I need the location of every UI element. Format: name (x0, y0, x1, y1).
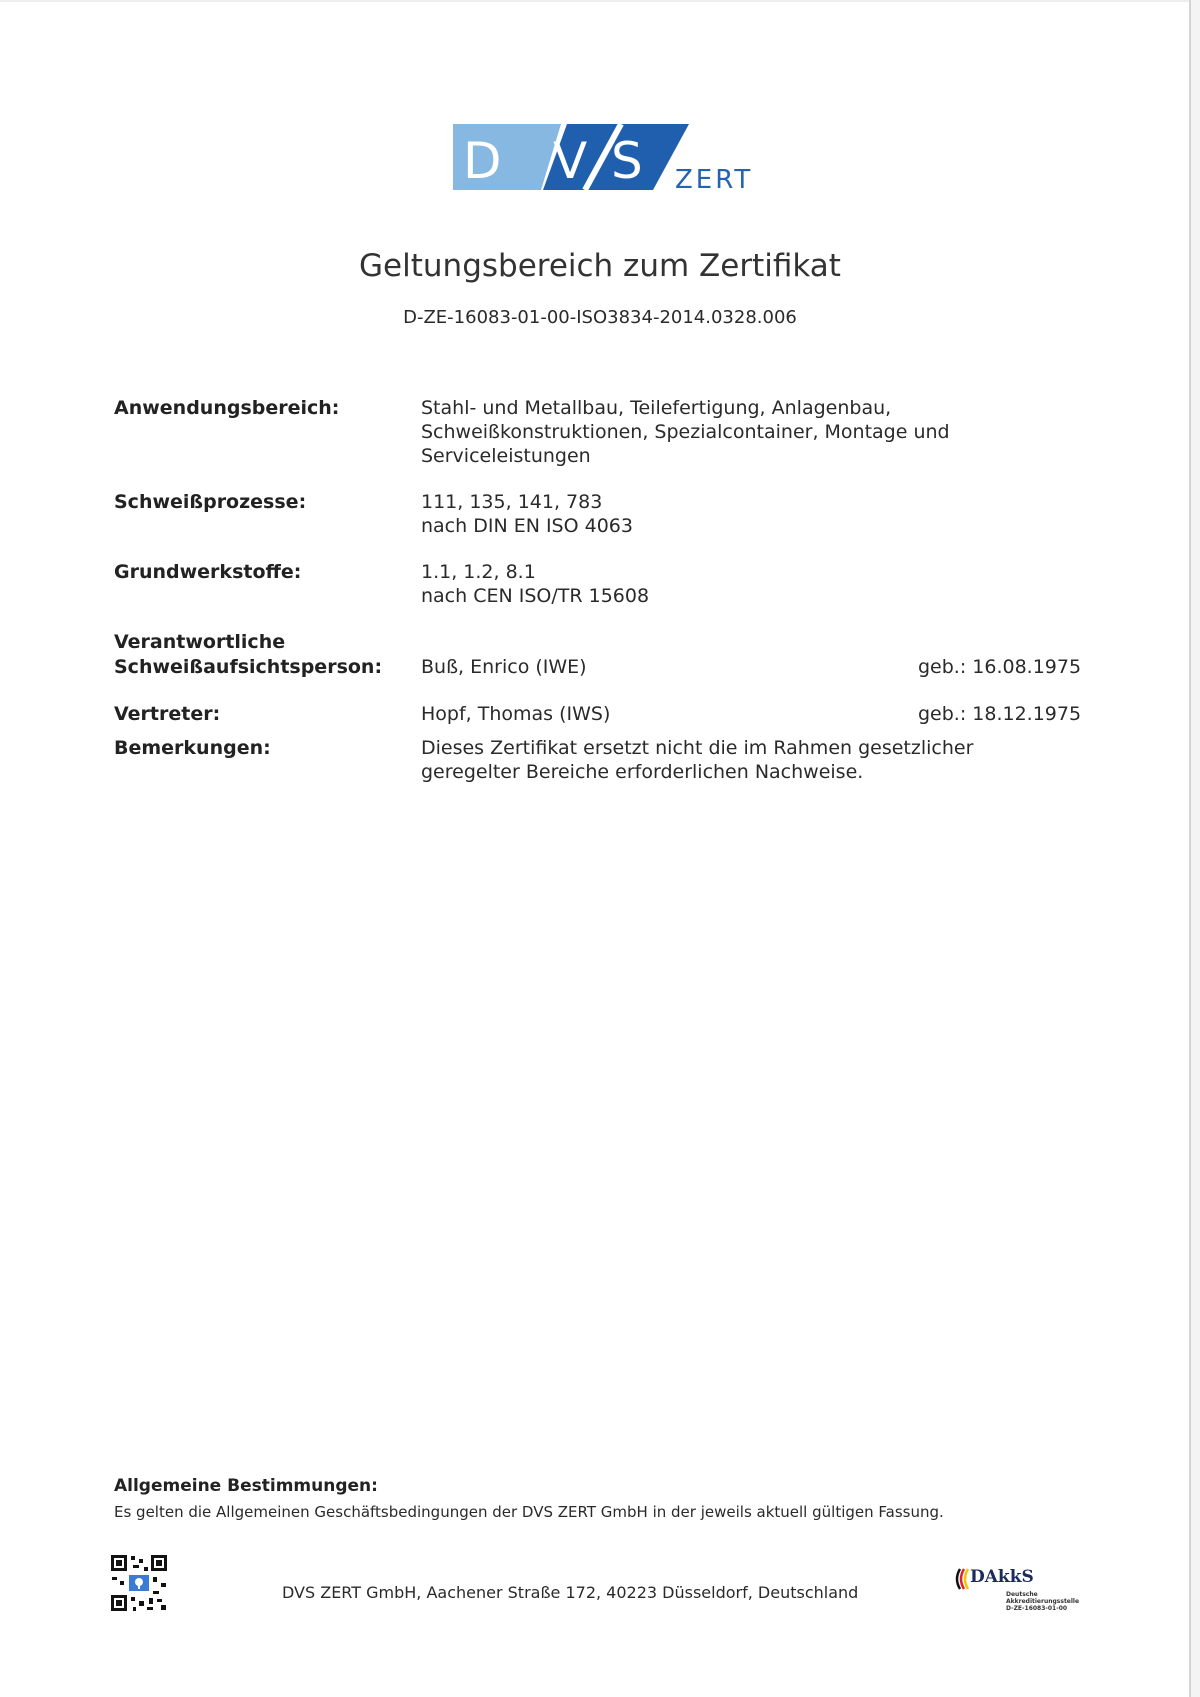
scan-edge-top (0, 0, 1189, 2)
value-bemerkungen-line1: Dieses Zertifikat ersetzt nicht die im Rahmen gesetzlicher (421, 737, 974, 759)
label-vertreter: Vertreter: (114, 703, 221, 725)
logo-zert: ZERT (675, 165, 754, 195)
certificate-number: D-ZE-16083-01-00-ISO3834-2014.0328.006 (403, 307, 797, 328)
label-aufsicht-line1: Verantwortliche (114, 631, 286, 653)
value-anwendungsbereich-line1: Stahl- und Metallbau, Teilefertigung, Anlagenbau, (421, 397, 892, 419)
dakks-line3: D-ZE-16083-01-00 (1006, 1605, 1068, 1612)
value-vertreter-name: Hopf, Thomas (IWS) (421, 703, 611, 725)
label-anwendungsbereich: Anwendungsbereich: (114, 397, 340, 419)
value-grundwerkstoffe-line1: 1.1, 1.2, 8.1 (421, 561, 536, 583)
value-anwendungsbereich-line2: Schweißkonstruktionen, Spezialcontainer, Montage und (421, 421, 950, 443)
value-anwendungsbereich-line3: Serviceleistungen (421, 445, 591, 467)
dakks-line1: Deutsche (1006, 1591, 1038, 1598)
dakks-accreditation-mark (950, 1565, 1085, 1620)
logo-letter-d: D (463, 132, 502, 190)
value-aufsicht-name: Buß, Enrico (IWE) (421, 656, 587, 678)
value-schweissprozesse-line2: nach DIN EN ISO 4063 (421, 515, 633, 537)
dakks-line2: Akkreditierungsstelle (1006, 1598, 1080, 1605)
general-terms-title: Allgemeine Bestimmungen: (114, 1476, 378, 1496)
label-aufsicht-line2: Schweißaufsichtsperson: (114, 656, 383, 678)
label-bemerkungen: Bemerkungen: (114, 737, 271, 759)
footer-address: DVS ZERT GmbH, Aachener Straße 172, 40223 Düsseldorf, Deutschland (282, 1583, 859, 1602)
logo-letter-s: S (611, 132, 643, 190)
qr-code (109, 1553, 169, 1613)
label-schweissprozesse: Schweißprozesse: (114, 491, 307, 513)
page-title: Geltungsbereich zum Zertifikat (359, 248, 841, 284)
general-terms-text: Es gelten die Allgemeinen Geschäftsbedingungen der DVS ZERT GmbH in der jeweils aktuell gültigen Fassung. (114, 1503, 944, 1521)
value-vertreter-dob: geb.: 18.12.1975 (918, 703, 1082, 725)
dakks-flag-icon (952, 1567, 972, 1591)
value-schweissprozesse-line1: 111, 135, 141, 783 (421, 491, 603, 513)
dvs-zert-logo (451, 120, 771, 200)
value-aufsicht-dob: geb.: 16.08.1975 (918, 656, 1082, 678)
value-grundwerkstoffe-line2: nach CEN ISO/TR 15608 (421, 585, 650, 607)
label-grundwerkstoffe: Grundwerkstoffe: (114, 561, 302, 583)
value-bemerkungen-line2: geregelter Bereiche erforderlichen Nachweise. (421, 761, 864, 783)
dakks-brand: DAkkS (970, 1567, 1034, 1587)
logo-letter-v: V (553, 132, 588, 190)
